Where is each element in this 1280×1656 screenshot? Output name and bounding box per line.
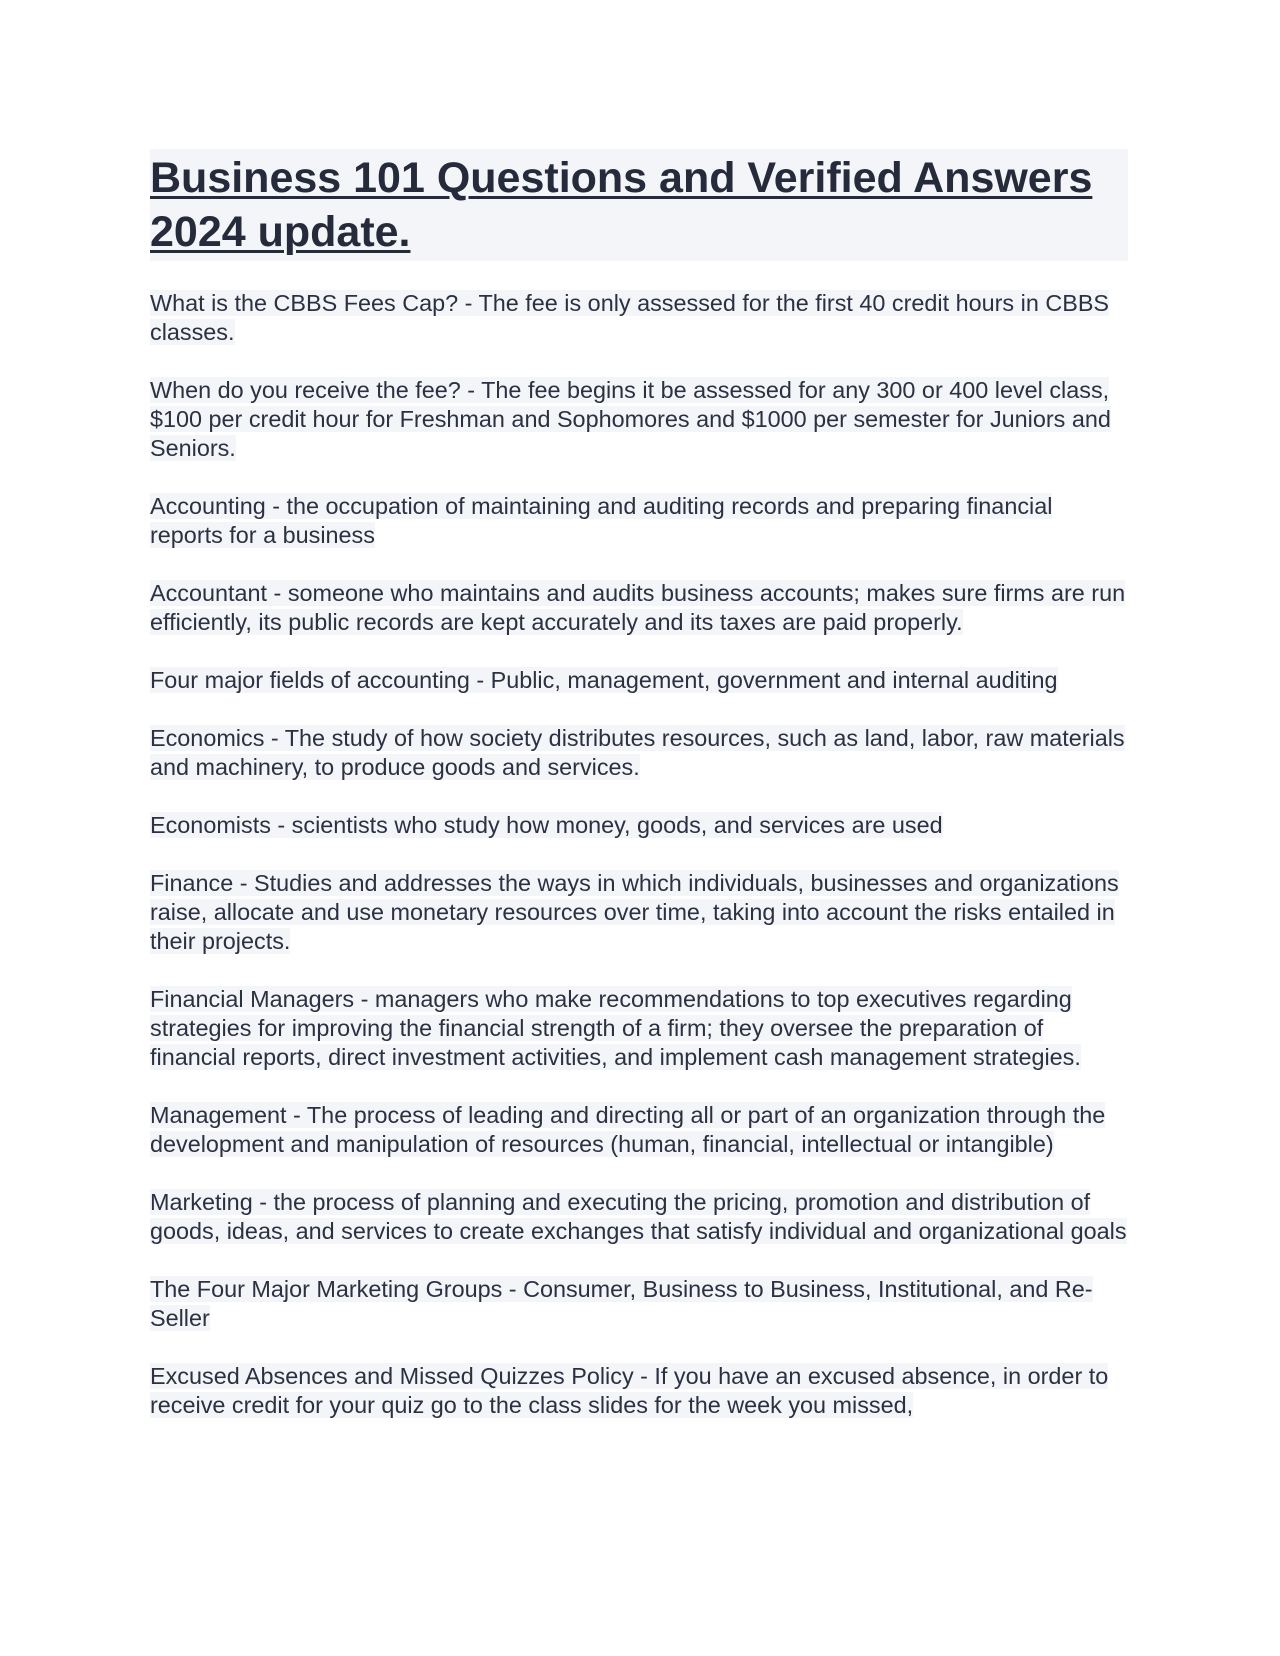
title-block (150, 149, 1128, 261)
qa-entry-text: Economics - The study of how society distributes resources, such as land, labor, raw materials and machinery, to produce goods and services. (150, 725, 1125, 780)
qa-entry-text: Excused Absences and Missed Quizzes Policy - If you have an excused absence, in order to receive credit for your quiz go to the class slides for the week you missed, (150, 1363, 1109, 1418)
qa-entry-text: Finance - Studies and addresses the ways in which individuals, businesses and organizations raise, allocate and use monetary resources over time, taking into account the risks entailed in their projects. (150, 870, 1119, 954)
qa-entry-receive-fee (150, 376, 1130, 463)
qa-entry-cbbs-fees-cap (150, 289, 1130, 347)
qa-entry-text: When do you receive the fee? - The fee begins it be assessed for any 300 or 400 level class, $100 per credit hour for Freshman and Sophomores and $1000 per semester for Juniors and Seniors. (150, 377, 1111, 461)
qa-entry-text: Accounting - the occupation of maintaining and auditing records and preparing financial reports for a business (150, 493, 1053, 548)
qa-entry-fields-of-accounting (150, 666, 1130, 695)
qa-entry-text: Accountant - someone who maintains and audits business accounts; makes sure firms are run efficiently, its public records are kept accurately and its taxes are paid properly. (150, 580, 1126, 635)
qa-entry-marketing (150, 1188, 1130, 1246)
document-body (150, 149, 1130, 1449)
document-title: Business 101 Questions and Verified Answers 2024 update. (150, 154, 1093, 256)
qa-entry-marketing-groups (150, 1275, 1130, 1333)
qa-entry-absences-policy (150, 1362, 1130, 1420)
qa-entry-economists (150, 811, 1130, 840)
qa-entry-text: Four major fields of accounting - Public, management, government and internal auditing (150, 667, 1058, 693)
qa-entry-text: Economists - scientists who study how money, goods, and services are used (150, 812, 943, 838)
qa-list (150, 289, 1130, 1420)
qa-entry-text: Financial Managers - managers who make recommendations to top executives regarding strategies for improving the financial strength of a firm; they oversee the preparation of financial reports, direct investment activities, and implement cash management strategies. (150, 986, 1081, 1070)
qa-entry-economics (150, 724, 1130, 782)
qa-entry-financial-managers (150, 985, 1130, 1072)
qa-entry-accountant (150, 579, 1130, 637)
qa-entry-accounting (150, 492, 1130, 550)
qa-entry-management (150, 1101, 1130, 1159)
qa-entry-text: What is the CBBS Fees Cap? - The fee is only assessed for the first 40 credit hours in CBBS classes. (150, 290, 1110, 345)
qa-entry-text: The Four Major Marketing Groups - Consumer, Business to Business, Institutional, and Re-Seller (150, 1276, 1093, 1331)
qa-entry-text: Marketing - the process of planning and executing the pricing, promotion and distribution of goods, ideas, and services to create exchanges that satisfy individual and organizational goals (150, 1189, 1127, 1244)
qa-entry-text: Management - The process of leading and directing all or part of an organization through the development and manipulation of resources (human, financial, intellectual or intangible) (150, 1102, 1106, 1157)
qa-entry-finance (150, 869, 1130, 956)
